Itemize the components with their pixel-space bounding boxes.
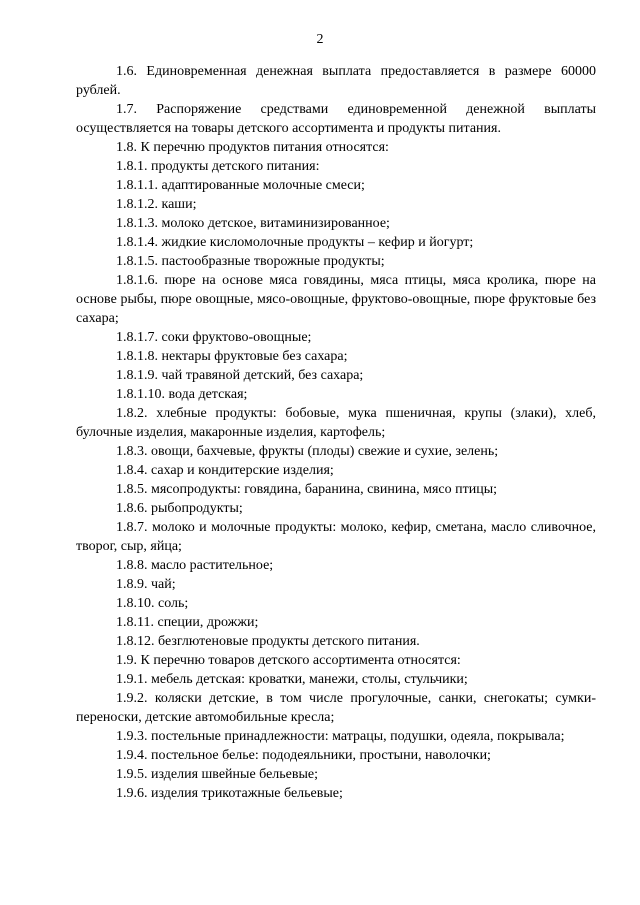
- paragraph-1-8-1-10: 1.8.1.10. вода детская;: [116, 387, 248, 402]
- paragraph-1-8-1-7: 1.8.1.7. соки фруктово-овощные;: [116, 330, 312, 345]
- paragraph-1-8-1-8: 1.8.1.8. нектары фруктовые без сахара;: [116, 349, 348, 364]
- paragraph-1-8-7: 1.8.7. молоко и молочные продукты: молоко, кефир, сметана, масло сливочное, творог, сыр, яйца;: [76, 520, 596, 554]
- paragraph-1-8-1-5: 1.8.1.5. пастообразные творожные продукты;: [116, 254, 385, 269]
- paragraph-1-8-1-2: 1.8.1.2. каши;: [116, 197, 197, 212]
- paragraph-1-9-6: 1.9.6. изделия трикотажные бельевые;: [116, 786, 343, 801]
- paragraph-1-8-10: 1.8.10. соль;: [116, 596, 189, 611]
- paragraph-1-8-1-6: 1.8.1.6. пюре на основе мяса говядины, мяса птицы, мяса кролика, пюре на основе рыбы, пюре овощные, мясо-овощные, фруктово-овощные, пюре фруктовые без сахара;: [76, 273, 596, 326]
- paragraph-1-8-12: 1.8.12. безглютеновые продукты детского питания.: [116, 634, 420, 649]
- paragraph-1-7: 1.7. Распоряжение средствами единовременной денежной выплаты осуществляется на товары детского ассортимента и продукты питания.: [76, 102, 596, 136]
- paragraph-1-8-1-4: 1.8.1.4. жидкие кисломолочные продукты – кефир и йогурт;: [116, 235, 474, 250]
- paragraph-1-9-2: 1.9.2. коляски детские, в том числе прогулочные, санки, снегокаты; сумки-переноски, детские автомобильные кресла;: [76, 691, 596, 725]
- paragraph-1-9-5: 1.9.5. изделия швейные бельевые;: [116, 767, 319, 782]
- paragraph-1-9: 1.9. К перечню товаров детского ассортимента относятся:: [116, 653, 461, 668]
- document-body: [76, 62, 596, 803]
- paragraph-1-8-1-3: 1.8.1.3. молоко детское, витаминизированное;: [116, 216, 390, 231]
- paragraph-1-8-6: 1.8.6. рыбопродукты;: [116, 501, 243, 516]
- paragraph-1-8-11: 1.8.11. специи, дрожжи;: [116, 615, 259, 630]
- paragraph-1-9-4: 1.9.4. постельное белье: пододеяльники, простыни, наволочки;: [116, 748, 491, 763]
- paragraph-1-8-1-9: 1.8.1.9. чай травяной детский, без сахара;: [116, 368, 364, 383]
- paragraph-1-8-3: 1.8.3. овощи, бахчевые, фрукты (плоды) свежие и сухие, зелень;: [116, 444, 499, 459]
- paragraph-1-8-9: 1.8.9. чай;: [116, 577, 176, 592]
- paragraph-1-8: 1.8. К перечню продуктов питания относятся:: [116, 140, 389, 155]
- paragraph-1-9-1: 1.9.1. мебель детская: кроватки, манежи, столы, стульчики;: [116, 672, 468, 687]
- paragraph-1-8-8: 1.8.8. масло растительное;: [116, 558, 274, 573]
- paragraph-1-8-1: 1.8.1. продукты детского питания:: [116, 159, 320, 174]
- paragraph-1-6: 1.6. Единовременная денежная выплата предоставляется в размере 60000 рублей.: [76, 64, 596, 98]
- paragraph-1-8-5: 1.8.5. мясопродукты: говядина, баранина, свинина, мясо птицы;: [116, 482, 497, 497]
- paragraph-1-8-2: 1.8.2. хлебные продукты: бобовые, мука пшеничная, крупы (злаки), хлеб, булочные изделия, макаронные изделия, картофель;: [76, 406, 596, 440]
- paragraph-1-8-4: 1.8.4. сахар и кондитерские изделия;: [116, 463, 334, 478]
- paragraph-1-8-1-1: 1.8.1.1. адаптированные молочные смеси;: [116, 178, 365, 193]
- paragraph-1-9-3: 1.9.3. постельные принадлежности: матрацы, подушки, одеяла, покрывала;: [116, 729, 565, 744]
- page-number: 2: [316, 32, 324, 47]
